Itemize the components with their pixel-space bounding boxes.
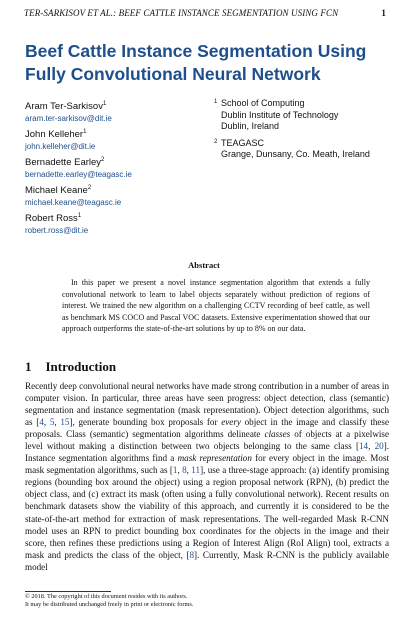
- affiliation-mark: 1: [214, 99, 218, 105]
- author-email-link[interactable]: robert.ross@dit.ie: [25, 226, 89, 236]
- affiliation-line: TEAGASC: [221, 137, 265, 148]
- abstract-heading: Abstract: [188, 260, 220, 270]
- body-text: Recently deep convolutional neural networks have made strong contribution in a number of areas in computer vision. In particular, three areas have seen progress: object detection, class (semantic) segmentation and instance segmentation (mask representation). Object detection algorithms, such as [: [25, 381, 389, 428]
- affiliation-list: [214, 98, 394, 166]
- section-body-text: [25, 380, 389, 588]
- body-text: ], use a three-stage approach: (a) identify promising regions (bounding box around the object) using a region proposal network (RPN), (b) predict the object class, and (c) extract its mask (often using a fully convolutional network). Recent results on benchmark datasets show the viability of this approach, and currently it is considered to be the state-of-the-art method for extraction of mask representations. The well-regarded Mask R-CNN model uses an RPN to predict bounding box coordinates for the objects in the image and their score, then refines these predictions using a Region of Interest Align (RoI Align) tool, extracts a mask and predicts the class of the object, [: [25, 465, 389, 560]
- body-text: ], generate bounding box proposals for: [69, 417, 222, 428]
- affiliation-entry: [214, 98, 394, 133]
- affiliation-line: School of Computing: [221, 98, 305, 108]
- affiliation-mark: 2: [214, 138, 218, 145]
- emphasized-text: every: [221, 417, 241, 428]
- paper-title: Beef Cattle Instance Segmentation Using Fully Convolutional Neural Network: [25, 41, 367, 84]
- author-name: John Kelleher: [25, 129, 84, 141]
- body-text: ,: [43, 417, 50, 428]
- author-entry: [25, 182, 205, 210]
- citation-link[interactable]: 8: [189, 549, 195, 560]
- author-affiliation-mark: 2: [87, 185, 92, 191]
- author-email-link[interactable]: aram.ter-sarkisov@dit.ie: [25, 114, 112, 124]
- body-text: ,: [177, 465, 183, 476]
- author-name: Michael Keane: [25, 185, 88, 197]
- body-text: object in the image and classify these proposals. Class (semantic) segmentation algorithms delineate: [25, 417, 389, 440]
- running-title: TER-SARKISOV ET AL.: BEEF CATTLE INSTANCE SEGMENTATION USING FCN: [24, 8, 339, 18]
- author-entry: [25, 210, 205, 238]
- body-text: ]. Currently, Mask R-CNN is the publicly available model: [25, 549, 389, 572]
- citation-link[interactable]: 15: [60, 417, 70, 428]
- page-number: 1: [381, 8, 386, 18]
- citation-link[interactable]: 14: [358, 441, 369, 452]
- author-affiliation-mark: 1: [77, 213, 82, 219]
- body-text: ,: [368, 441, 375, 452]
- running-header: [24, 8, 386, 18]
- section-number: 1: [25, 359, 32, 374]
- body-text: ]. Instance segmentation algorithms find a: [25, 441, 389, 464]
- copyright-footnote: [25, 593, 385, 610]
- author-affiliation-mark: 2: [101, 157, 105, 163]
- author-name: Robert Ross: [25, 213, 78, 225]
- author-email-link[interactable]: michael.keane@teagasc.ie: [25, 198, 122, 208]
- abstract-text: In this paper we present a novel instance segmentation algorithm that extends a fully convolutional network to learn to label objects separately without prediction of regions of interest. We trained the new algorithm on a challenging CCTV recording of beef cattle, as well as benchmark MS COCO and Pascal VOC datasets. Extensive experimentation showed that our approach outperforms the state-of-the-art solutions by up to 8% on our data.: [62, 278, 370, 334]
- emphasized-text: mask representation: [177, 453, 252, 464]
- citation-link[interactable]: 4: [39, 417, 44, 428]
- body-text: of objects at a pixelwise level without making a distinction between two objects belonging to the same class [: [25, 429, 389, 452]
- emphasized-text: classes: [264, 429, 291, 440]
- author-entry: [25, 154, 205, 182]
- affiliation-line: Dublin, Ireland: [221, 121, 280, 131]
- author-name: Aram Ter-Sarkisov: [25, 101, 103, 113]
- footnote-divider: [25, 591, 111, 592]
- citation-link[interactable]: 20: [374, 441, 384, 452]
- author-affiliation-mark: 1: [102, 101, 107, 107]
- author-entry: [25, 126, 205, 154]
- author-affiliation-mark: 1: [83, 129, 87, 135]
- body-text: for every object in the image. Most mask segmentation algorithms, such as [: [25, 453, 389, 476]
- author-entry: [25, 98, 205, 126]
- affiliation-line: Grange, Dunsany, Co. Meath, Ireland: [221, 149, 370, 159]
- body-text: ,: [54, 417, 61, 428]
- section-title: Introduction: [45, 359, 117, 374]
- citation-link[interactable]: 5: [49, 417, 55, 428]
- affiliation-entry: [214, 138, 394, 161]
- author-name: Bernadette Earley: [25, 157, 102, 169]
- citation-link[interactable]: 1: [172, 465, 178, 476]
- section-heading: [25, 359, 116, 375]
- author-email-link[interactable]: john.kelleher@dit.ie: [25, 142, 96, 152]
- copyright-line: © 2018. The copyright of this document resides with its authors.: [25, 593, 188, 600]
- author-email-link[interactable]: bernadette.earley@teagasc.ie: [25, 170, 132, 180]
- citation-link[interactable]: 8: [182, 465, 187, 476]
- distribution-line: It may be distributed unchanged freely in print or electronic forms.: [25, 601, 194, 609]
- body-text: ,: [186, 465, 192, 476]
- citation-link[interactable]: 11: [191, 465, 201, 476]
- author-list: [25, 98, 205, 238]
- affiliation-line: Dublin Institute of Technology: [221, 109, 339, 120]
